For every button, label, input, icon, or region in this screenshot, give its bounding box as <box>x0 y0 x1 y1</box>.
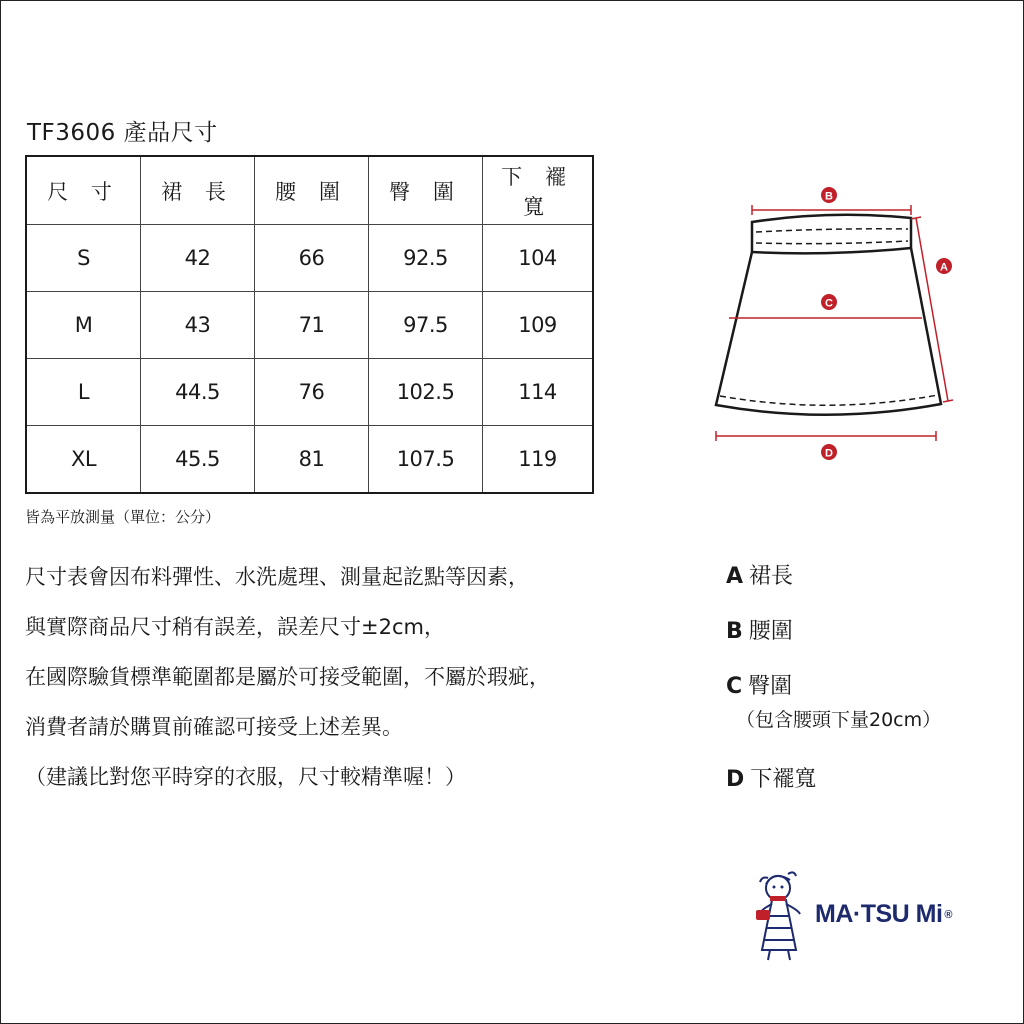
legend-label: 下襬寬 <box>750 767 817 792</box>
table-cell: 114 <box>483 359 594 426</box>
header-hem: 下 襬 寬 <box>483 156 594 225</box>
legend-key: D <box>726 767 745 792</box>
table-row <box>26 426 593 494</box>
table-cell: L <box>26 359 141 426</box>
legend-item-a <box>726 560 941 615</box>
table-cell: M <box>26 292 141 359</box>
table-cell: 45.5 <box>141 426 255 494</box>
skirt-diagram <box>700 180 970 465</box>
measure-b-line <box>752 187 911 215</box>
page-title: TF3606 產品尺寸 <box>27 120 218 146</box>
marker-c: C <box>825 297 833 310</box>
table-header-row <box>26 156 593 225</box>
measure-d-line <box>716 431 936 460</box>
brand-name: MA·TSU Mi <box>815 900 943 928</box>
legend-item-d <box>726 763 941 818</box>
header-hip: 臀 圍 <box>369 156 483 225</box>
legend-label: 裙長 <box>749 564 794 589</box>
marker-b: B <box>825 190 833 203</box>
header-size: 尺 寸 <box>26 156 141 225</box>
legend-label: 腰圍 <box>748 619 793 644</box>
table-cell: S <box>26 225 141 292</box>
table-cell: 119 <box>483 426 594 494</box>
table-cell: 97.5 <box>369 292 483 359</box>
mascot-logo-icon <box>748 866 814 962</box>
table-row <box>26 359 593 426</box>
table-cell: 71 <box>255 292 369 359</box>
marker-d: D <box>825 447 833 460</box>
measurement-legend <box>726 560 941 818</box>
table-cell: 107.5 <box>369 426 483 494</box>
table-cell: 81 <box>255 426 369 494</box>
description-text <box>25 560 705 810</box>
measurement-note: 皆為平放測量（單位：公分） <box>25 508 221 526</box>
legend-label: 臀圍 <box>748 674 793 699</box>
description-line: 在國際驗貨標準範圍都是屬於可接受範圍，不屬於瑕疵， <box>25 665 550 689</box>
description-line: （建議比對您平時穿的衣服，尺寸較精準喔！） <box>25 765 466 789</box>
header-length: 裙 長 <box>141 156 255 225</box>
marker-a: A <box>940 261 948 274</box>
registered-mark: ® <box>944 909 953 922</box>
legend-c-note: （包含腰頭下量20cm） <box>736 709 942 731</box>
description-line: 尺寸表會因布料彈性、水洗處理、測量起訖點等因素， <box>25 565 529 589</box>
table-cell: 104 <box>483 225 594 292</box>
table-cell: 92.5 <box>369 225 483 292</box>
size-table <box>25 155 594 494</box>
legend-item-b <box>726 615 941 670</box>
table-cell: 102.5 <box>369 359 483 426</box>
legend-key: C <box>726 674 743 699</box>
description-line: 與實際商品尺寸稍有誤差，誤差尺寸±2cm， <box>25 615 445 639</box>
table-cell: 109 <box>483 292 594 359</box>
table-cell: 66 <box>255 225 369 292</box>
table-cell: 76 <box>255 359 369 426</box>
table-cell: 42 <box>141 225 255 292</box>
brand-logo <box>815 900 952 929</box>
skirt-outline <box>716 215 941 415</box>
measure-a-line <box>911 217 953 402</box>
table-cell: 43 <box>141 292 255 359</box>
table-row <box>26 225 593 292</box>
measure-c-line <box>729 294 922 318</box>
description-line: 消費者請於購買前確認可接受上述差異。 <box>25 715 403 739</box>
table-cell: XL <box>26 426 141 494</box>
header-waist: 腰 圍 <box>255 156 369 225</box>
legend-key: B <box>726 619 743 644</box>
legend-key: A <box>726 564 744 589</box>
table-cell: 44.5 <box>141 359 255 426</box>
table-row <box>26 292 593 359</box>
